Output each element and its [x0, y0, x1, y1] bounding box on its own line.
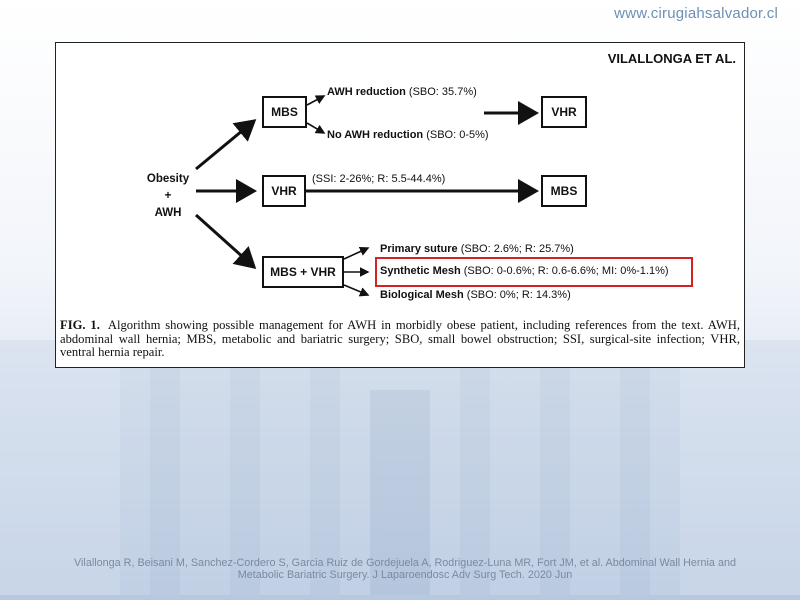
- label-no-awh-reduction: [327, 129, 489, 141]
- caption-lead: FIG. 1.: [60, 318, 100, 332]
- label-primary-suture-detail: (SBO: 2.6%; R: 25.7%): [457, 243, 574, 255]
- node-mbs-mid: MBS: [541, 175, 587, 207]
- arrow-mbs-to-no-awh-reduction: [307, 123, 324, 133]
- label-vhr-rates: (SSI: 2-26%; R: 5.5-44.4%): [312, 173, 446, 185]
- citation-line-2: Metabolic Bariatric Surgery. J Laparoendosc Adv Surg Tech. 2020 Jun: [237, 569, 573, 581]
- node-vhr-top: VHR: [541, 96, 587, 128]
- start-line-plus: +: [164, 190, 172, 202]
- node-vhr-mid: VHR: [262, 175, 306, 207]
- arrow-start-to-mbs-vhr: [196, 215, 254, 267]
- site-url[interactable]: www.cirugiahsalvador.cl: [614, 5, 778, 22]
- arrow-to-primary-suture: [344, 248, 368, 259]
- figure-panel: [55, 42, 745, 368]
- label-primary-suture-title: Primary suture: [380, 243, 458, 255]
- author-corner-label: VILALLONGA ET AL.: [607, 51, 736, 66]
- label-synthetic-mesh: [380, 265, 669, 277]
- start-line-awh: AWH: [154, 207, 182, 219]
- caption-text: Algorithm showing possible management for AWH in morbidly obese patient, including references from the text. AWH, abdominal wall hernia; MBS, metabolic and bariatric surgery; SBO, small bowel obstruction; SSI, surgical-site infection; VHR, ventral hernia repair.: [60, 318, 740, 359]
- label-awh-reduction-title: AWH reduction: [327, 86, 406, 98]
- citation-line-1: Vilallonga R, Beisani M, Sanchez-Cordero S, Garcia Ruiz de Gordejuela A, Rodriguez-Luna MR, Fort JM, et al. Abdominal Wall Hernia and: [74, 557, 736, 569]
- figure-caption: [60, 319, 740, 360]
- label-biological-mesh-detail: (SBO: 0%; R: 14.3%): [463, 289, 571, 301]
- arrow-mbs-to-awh-reduction: [307, 96, 324, 105]
- start-line-obesity: Obesity: [146, 173, 190, 185]
- label-biological-mesh-title: Biological Mesh: [380, 289, 464, 301]
- label-primary-suture: [380, 243, 574, 255]
- start-node-obesity-awh: [146, 171, 190, 222]
- citation: [60, 557, 750, 581]
- node-mbs-top: MBS: [262, 96, 307, 128]
- arrow-start-to-mbs: [196, 121, 254, 169]
- footer-divider: [0, 595, 800, 600]
- label-biological-mesh: [380, 289, 571, 301]
- label-synthetic-mesh-detail: (SBO: 0-0.6%; R: 0.6-6.6%; MI: 0%-1.1%): [460, 265, 669, 277]
- label-awh-reduction-detail: (SBO: 35.7%): [405, 86, 477, 98]
- arrow-to-biological-mesh: [344, 285, 368, 295]
- label-no-awh-reduction-title: No AWH reduction: [327, 129, 424, 141]
- label-awh-reduction: [327, 86, 477, 98]
- node-mbs-plus-vhr: MBS + VHR: [262, 256, 344, 288]
- label-no-awh-reduction-detail: (SBO: 0-5%): [423, 129, 489, 141]
- label-synthetic-mesh-title: Synthetic Mesh: [380, 265, 461, 277]
